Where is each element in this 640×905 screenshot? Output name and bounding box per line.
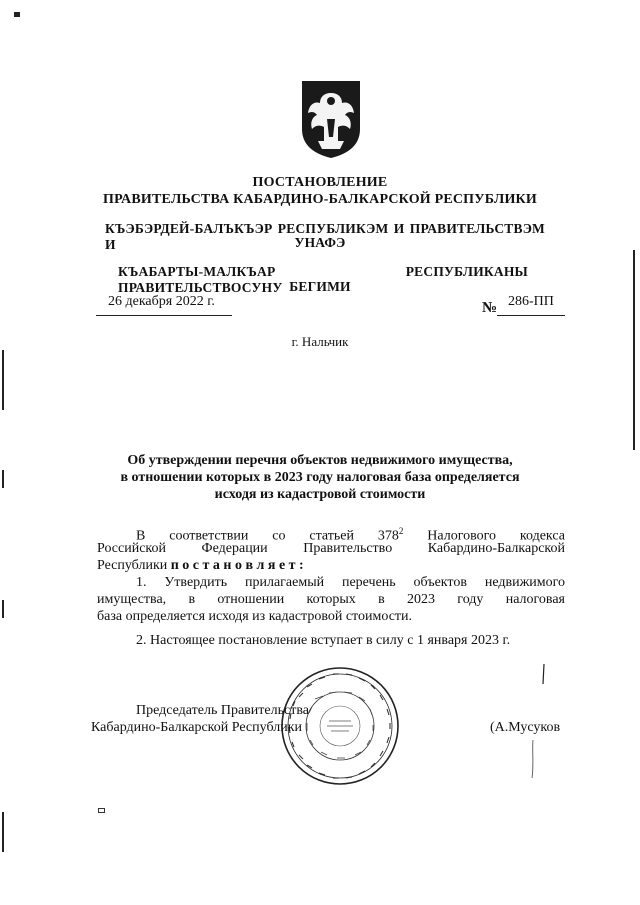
issuer-kabardian-line1: КЪЭБЭРДЕЙ-БАЛЪКЪЭР РЕСПУБЛИКЭМ И ПРАВИТЕЛЬСТВЭМ И xyxy=(105,221,545,252)
paragraph-2-line3: база определяется исходя из кадастровой стоимости. xyxy=(97,609,413,624)
subject-line2: в отношении которых в 2023 году налоговая база определяется xyxy=(120,470,520,485)
coat-of-arms-emblem xyxy=(300,79,362,159)
paragraph-2-line1: 1. Утвердить прилагаемый перечень объектов недвижимого xyxy=(136,575,565,590)
subject-line1: Об утверждении перечня объектов недвижимого имущества, xyxy=(127,453,513,468)
paragraph-1-line3: Республики п о с т а н о в л я е т : xyxy=(97,558,304,573)
decree-keyword: п о с т а н о в л я е т : xyxy=(170,558,304,573)
document-type-title: ПОСТАНОВЛЕНИЕ xyxy=(252,175,388,190)
paragraph-2-line2: имущества, в отношении которых в 2023 году налоговая xyxy=(97,592,565,607)
city-name: г. Нальчик xyxy=(291,334,349,349)
scan-edge-mark xyxy=(14,12,20,17)
signatory-position-line1: Председатель Правительства xyxy=(136,703,309,718)
scan-edge-mark xyxy=(2,600,4,618)
document-number: 286-ПП xyxy=(508,294,554,309)
scan-artifact-mark xyxy=(98,808,105,813)
handwritten-signature xyxy=(520,660,560,790)
scan-edge-mark xyxy=(2,350,4,410)
paragraph-3: 2. Настоящее постановление вступает в силу с 1 января 2023 г. xyxy=(136,633,511,648)
signatory-name: (А.Мусуков xyxy=(490,720,561,735)
issuer-balkar-line1: КЪАБАРТЫ-МАЛКЪАР РЕСПУБЛИКАНЫ ПРАВИТЕЛЬСТВОСУНУ xyxy=(118,264,528,295)
date-underline xyxy=(96,315,232,316)
issuer-russian: ПРАВИТЕЛЬСТВА КАБАРДИНО-БАЛКАРСКОЙ РЕСПУБЛИКИ xyxy=(102,192,538,207)
subject-line3: исходя из кадастровой стоимости xyxy=(214,487,426,502)
signatory-position-line2: Кабардино-Балкарской Республики xyxy=(91,720,302,735)
number-underline xyxy=(497,315,565,316)
scan-edge-mark xyxy=(2,812,4,852)
paragraph-1-line2: Российской Федерации Правительство Кабардино-Балкарской xyxy=(97,541,565,556)
number-label: № xyxy=(482,300,498,316)
issuer-balkar-line2: БЕГИМИ xyxy=(289,279,351,294)
document-date: 26 декабря 2022 г. xyxy=(108,294,215,309)
paragraph-1-line1: В соответствии со статьей $378^2$ Налогового кодекса xyxy=(136,526,565,544)
issuer-kabardian-line2: УНАФЭ xyxy=(294,235,346,250)
